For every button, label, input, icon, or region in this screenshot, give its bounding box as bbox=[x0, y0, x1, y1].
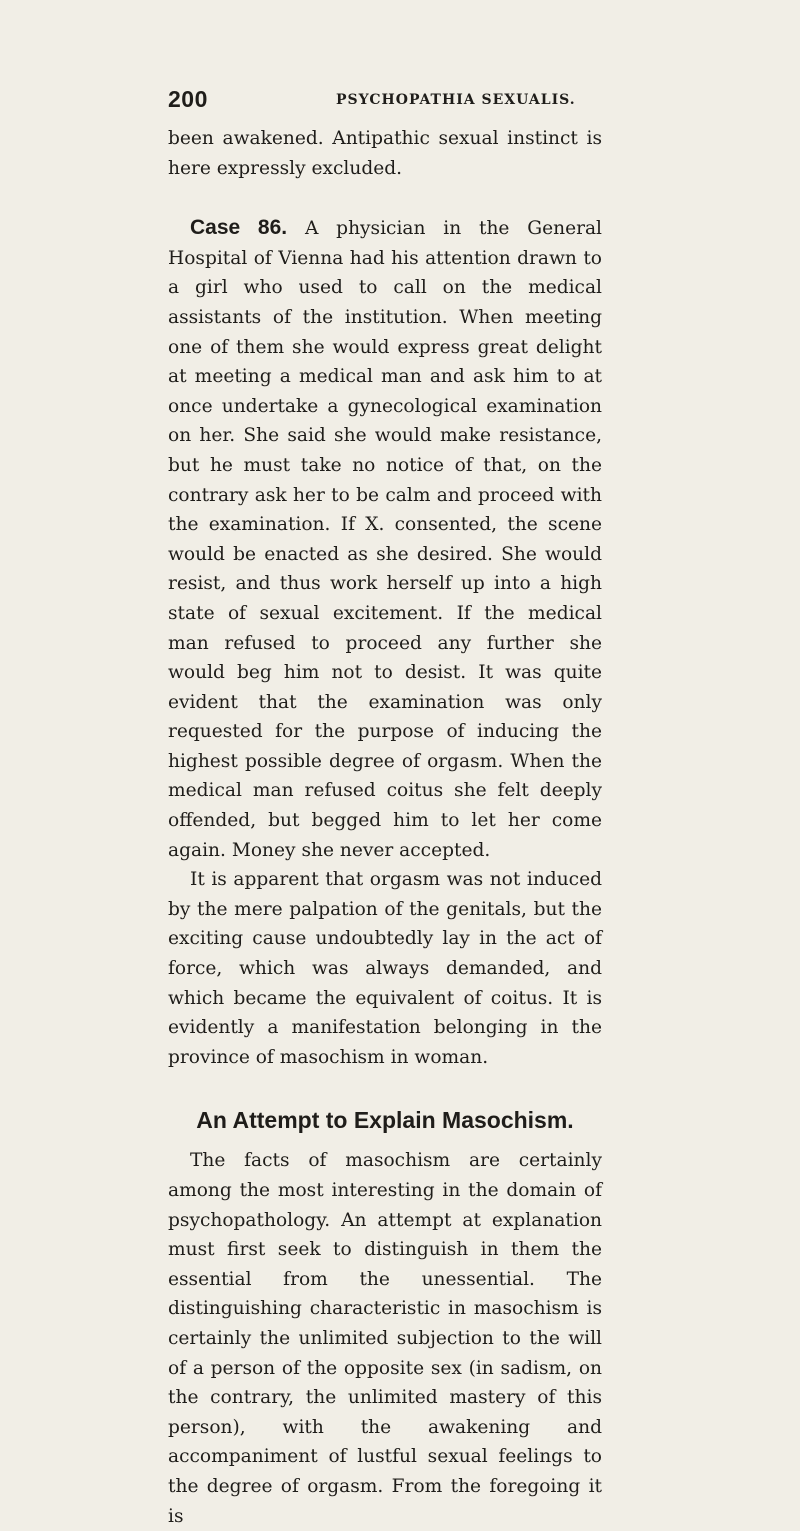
section-heading: An Attempt to Explain Masochism. bbox=[196, 1107, 574, 1134]
section-paragraph: The facts of masochism are certainly among the most interesting in the domain of psychopathology. An attempt at explanation must first seek to distinguish in them the essential from the unessential. The distinguishing characteristic in masochism is certainly the unlimited subjection to the will of a person of the opposite sex (in sadism, on the contrary, the unlimited mastery of this person), with the awakening and accompaniment of lustful sexual feelings to the degree of orgasm. From the foregoing it is bbox=[168, 1150, 602, 1527]
case-86-text: A physician in the General Hospital of Vienna had his attention drawn to a girl who used to call on the medical assistants of the institution. When meeting one of them she would express great delight at meeting a medical man and ask him to at once undertake a gynecological examination on her. She said she would make resistance, but he must take no notice of that, on the contrary ask her to be calm and proceed with the examination. If X. consented, the scene would be enacted as she desired. She would resist, and thus work herself up into a high state of sexual excitement. If the medical man refused to proceed any further she would beg him not to desist. It was quite evident that the examination was only requested for the purpose of inducing the highest possible degree of orgasm. When the medical man refused coitus she felt deeply offended, but begged him to let her come again. Money she never accepted. bbox=[168, 218, 602, 861]
case-86-commentary: It is apparent that orgasm was not induced by the mere palpation of the genitals, but the exciting cause undoubtedly lay in the act of force, which was always demanded, and which became the equivalent of coitus. It is evidently a manifestation belonging in the province of masochism in woman. bbox=[168, 869, 602, 1068]
case-86-paragraph bbox=[168, 213, 602, 865]
running-head bbox=[168, 86, 600, 116]
running-title: PSYCHOPATHIA SEXUALIS. bbox=[336, 92, 576, 108]
body-text bbox=[168, 124, 602, 1531]
page-number: 200 bbox=[168, 86, 208, 112]
case-label: Case 86. bbox=[190, 216, 288, 240]
paragraph-gap bbox=[168, 183, 602, 213]
opening-paragraph: been awakened. Antipathic sexual instinct is here expressly excluded. bbox=[168, 128, 602, 179]
